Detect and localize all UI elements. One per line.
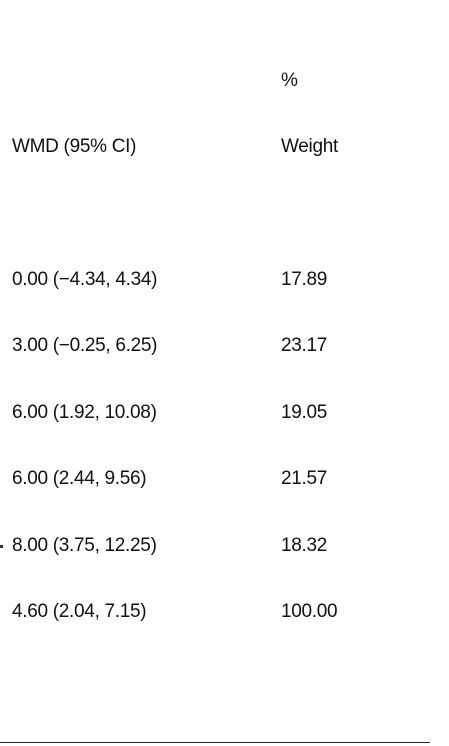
study-weight: 18.32 [281,535,328,556]
study-wmd: 0.00 (−4.34, 4.34) [12,269,158,290]
bottom-rule [0,742,430,743]
wmd-header: WMD (95% CI) [12,136,137,157]
study-weight: 19.05 [281,402,328,423]
study-wmd: 3.00 (−0.25, 6.25) [12,335,158,356]
study-weight: 17.89 [281,269,328,290]
study-wmd: 8.00 (3.75, 12.25) [12,535,157,556]
overall-wmd: 4.60 (2.04, 7.15) [12,601,147,622]
truncated-plot-marker [0,545,3,548]
study-weight: 21.57 [281,468,328,489]
study-weight: 23.17 [281,335,328,356]
weight-header: Weight [281,136,338,157]
study-wmd: 6.00 (2.44, 9.56) [12,468,147,489]
weight-header-percent: % [281,70,298,91]
study-wmd: 6.00 (1.92, 10.08) [12,402,157,423]
overall-weight: 100.00 [281,601,338,622]
